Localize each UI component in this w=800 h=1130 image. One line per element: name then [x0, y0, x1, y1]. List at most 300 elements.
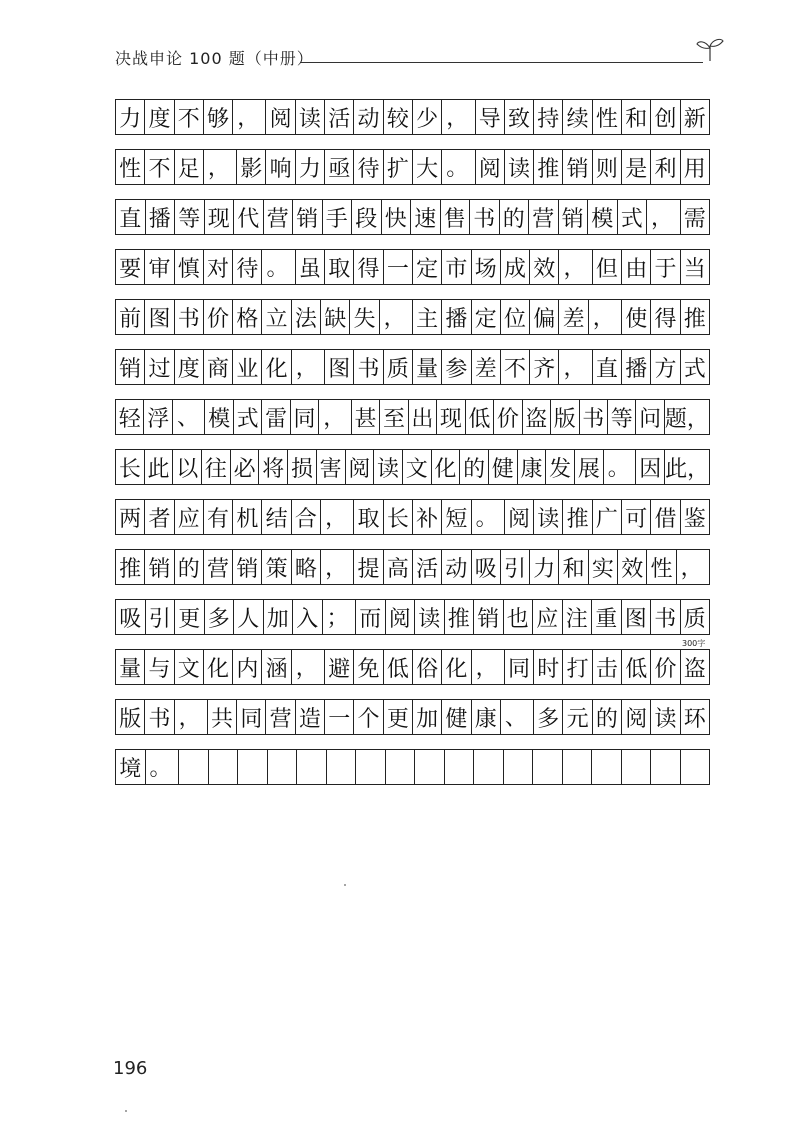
- grid-cell: 涵: [262, 650, 291, 684]
- grid-cell: 书: [145, 700, 174, 734]
- grid-cell: 读: [415, 600, 445, 634]
- grid-cell: [474, 750, 504, 784]
- grid-row: [115, 699, 710, 735]
- grid-cell: 价: [494, 400, 522, 434]
- grid-cell: 足: [175, 150, 204, 184]
- grid-row: [115, 199, 710, 235]
- grid-cell: 当: [683, 256, 706, 282]
- grid-cell: 等: [608, 400, 636, 434]
- grid-cell: 取: [325, 250, 354, 284]
- grid-cell: [592, 750, 622, 784]
- grid-cell: 够: [204, 100, 233, 134]
- grid-cell: 。: [604, 450, 637, 484]
- grid-cell: 广: [593, 500, 622, 534]
- grid-cell: 出: [409, 400, 437, 434]
- grid-cell: 化: [432, 450, 461, 484]
- grid-cell: 读: [296, 100, 325, 134]
- grid-cell: 质: [384, 350, 413, 384]
- grid-cell: 化: [262, 350, 291, 384]
- running-header: [115, 48, 725, 72]
- grid-cell: ，: [233, 100, 266, 134]
- grid-cell: 读: [505, 150, 534, 184]
- grid-cell: 引: [146, 600, 176, 634]
- grid-cell: 。: [472, 500, 505, 534]
- grid-cell: 更: [384, 700, 413, 734]
- grid-cell: 免: [354, 650, 383, 684]
- grid-cell: 注: [563, 600, 593, 634]
- grid-cell: 由: [622, 250, 651, 284]
- sprout-icon: [695, 36, 725, 62]
- grid-cell: 齐: [530, 350, 559, 384]
- grid-cell: 者: [145, 500, 174, 534]
- grid-cell: 康: [472, 700, 501, 734]
- grid-cell: 较: [384, 100, 413, 134]
- grid-cell: 创: [651, 100, 680, 134]
- grid-cell: 文: [175, 650, 204, 684]
- grid-cell: 机: [233, 500, 262, 534]
- grid-cell: 加: [413, 700, 442, 734]
- grid-cell: 偏: [530, 300, 559, 334]
- grid-cell: ，: [680, 556, 703, 581]
- grid-cell: 效: [530, 250, 559, 284]
- grid-cell: 加: [264, 600, 294, 634]
- grid-cell: 提: [354, 550, 383, 584]
- grid-cell: ，: [589, 300, 622, 334]
- grid-cell: 代: [234, 200, 264, 234]
- grid-cell: 立: [262, 300, 291, 334]
- grid-cell: 将: [259, 450, 288, 484]
- grid-cell: 重: [592, 600, 622, 634]
- grid-cell: 营: [264, 200, 294, 234]
- grid-cell: 活: [325, 100, 354, 134]
- grid-cell: 力: [530, 550, 559, 584]
- grid-cell: 性: [593, 100, 622, 134]
- grid-cell: 扩: [384, 150, 413, 184]
- grid-cell: 手: [323, 200, 353, 234]
- book-title: 决战申论 100 题（中册）: [115, 49, 314, 68]
- grid-cell: 阅: [266, 100, 295, 134]
- grid-cell: 同: [291, 400, 319, 434]
- grid-cell: 图: [325, 350, 354, 384]
- grid-cell: 法: [292, 300, 321, 334]
- grid-cell: 。: [146, 750, 180, 784]
- grid-cell: 售: [441, 200, 471, 234]
- grid-cell: 则: [593, 150, 622, 184]
- grid-cell: 合: [292, 500, 321, 534]
- grid-row: [115, 599, 710, 635]
- grid-cell: 但: [593, 250, 622, 284]
- grid-cell: 多: [534, 700, 563, 734]
- grid-cell: 阅: [505, 500, 534, 534]
- grid-cell: 健: [489, 450, 518, 484]
- grid-cell: [386, 750, 416, 784]
- grid-cell: 定: [472, 300, 501, 334]
- grid-cell: [297, 750, 327, 784]
- grid-cell: 参: [442, 350, 471, 384]
- grid-cell: 低: [384, 650, 413, 684]
- grid-cell: 。: [262, 250, 295, 284]
- grid-cell: 不: [145, 150, 174, 184]
- grid-cell: 推: [534, 150, 563, 184]
- grid-cell: 书: [580, 400, 608, 434]
- grid-cell: [622, 750, 652, 784]
- grid-row: [115, 549, 710, 585]
- grid-cell: 响: [266, 150, 295, 184]
- grid-cell: 销: [563, 150, 592, 184]
- grid-cell: [504, 750, 534, 784]
- grid-cell: ，: [559, 350, 592, 384]
- grid-cell: 低: [466, 400, 494, 434]
- grid-cell: 利: [651, 150, 680, 184]
- grid-cell: 不: [501, 350, 530, 384]
- grid-cell: 的: [593, 700, 622, 734]
- grid-cell: 是: [622, 150, 651, 184]
- grid-cell: 书: [354, 350, 383, 384]
- header-rule: [300, 62, 703, 63]
- grid-cell: 取: [354, 500, 383, 534]
- grid-cell: 鉴: [683, 506, 706, 532]
- grid-cell: 略: [292, 550, 321, 584]
- grid-cell: ，: [204, 150, 237, 184]
- grid-cell: ；: [323, 600, 357, 634]
- grid-cell: [327, 750, 357, 784]
- grid-cell: 方: [651, 350, 680, 384]
- grid-cell: 文: [403, 450, 432, 484]
- grid-cell: 力: [296, 150, 325, 184]
- grid-cell: [268, 750, 298, 784]
- grid-cell: 销: [145, 550, 174, 584]
- grid-cell: 俗: [413, 650, 442, 684]
- grid-cell: 质: [683, 606, 706, 632]
- grid-cell: 书: [175, 300, 204, 334]
- grid-row: [115, 349, 710, 385]
- grid-cell: 康: [518, 450, 547, 484]
- grid-cell: 化: [204, 650, 233, 684]
- grid-cell: ，: [319, 400, 351, 434]
- grid-cell: 甚: [352, 400, 380, 434]
- grid-cell: 审: [145, 250, 174, 284]
- grid-cell: 销: [559, 200, 589, 234]
- grid-cell: 轻: [116, 400, 144, 434]
- grid-cell: 的: [500, 200, 530, 234]
- grid-cell: 差: [559, 300, 588, 334]
- grid-cell: 高: [384, 550, 413, 584]
- grid-cell: 同: [237, 700, 266, 734]
- grid-cell: 因: [636, 450, 665, 484]
- grid-cell: 成: [501, 250, 530, 284]
- grid-cell: [533, 750, 563, 784]
- grid-cell: 播: [622, 350, 651, 384]
- grid-cell: 定: [413, 250, 442, 284]
- grid-cell: 量: [116, 650, 145, 684]
- grid-cell: 阅: [476, 150, 505, 184]
- grid-cell: 阅: [622, 700, 651, 734]
- grid-cell: 推: [116, 550, 145, 584]
- grid-cell: 可: [622, 500, 651, 534]
- grid-cell: 致: [505, 100, 534, 134]
- grid-cell: [238, 750, 268, 784]
- grid-cell: 新: [683, 106, 706, 132]
- grid-cell: ，: [647, 200, 681, 234]
- grid-cell: 度: [145, 100, 174, 134]
- grid-cell: 场: [472, 250, 501, 284]
- grid-cell: 一: [325, 700, 354, 734]
- grid-cell: 损: [288, 450, 317, 484]
- grid-cell: 应: [175, 500, 204, 534]
- grid-cell: 导: [476, 100, 505, 134]
- grid-row: [115, 299, 710, 335]
- grid-cell: 不: [175, 100, 204, 134]
- grid-cell: 续: [563, 100, 592, 134]
- grid-cell: 力: [116, 100, 145, 134]
- grid-cell: 内: [233, 650, 262, 684]
- grid-row: [115, 749, 710, 785]
- grid-cell: 以: [173, 450, 202, 484]
- grid-cell: 得: [354, 250, 383, 284]
- grid-cell: 入: [293, 600, 323, 634]
- grid-cell: 个: [354, 700, 383, 734]
- grid-cell: 的: [175, 550, 204, 584]
- grid-cell: 营: [266, 700, 295, 734]
- grid-cell: 现: [437, 400, 465, 434]
- grid-cell: 性: [116, 150, 145, 184]
- grid-cell: 失: [350, 300, 379, 334]
- grid-cell: 用: [683, 156, 706, 182]
- grid-cell: 书: [651, 600, 681, 634]
- grid-row: [115, 249, 710, 285]
- grid-cell: ，: [472, 650, 505, 684]
- grid-cell: ，: [559, 250, 592, 284]
- grid-cell: 与: [145, 650, 174, 684]
- grid-cell: 盗: [523, 400, 551, 434]
- grid-row: [115, 649, 710, 685]
- grid-cell: 而: [356, 600, 386, 634]
- grid-cell: [651, 750, 681, 784]
- grid-cell: 度: [175, 350, 204, 384]
- grid-cell: 吸: [116, 600, 146, 634]
- grid-cell: ，: [292, 650, 325, 684]
- grid-cell: 借: [651, 500, 680, 534]
- grid-row: [115, 149, 710, 185]
- grid-cell: 长: [384, 500, 413, 534]
- grid-cell: 效: [618, 550, 647, 584]
- grid-cell: 发: [546, 450, 575, 484]
- grid-cell: ，: [175, 700, 208, 734]
- grid-cell: 多: [205, 600, 235, 634]
- grid-cell: 长: [116, 450, 145, 484]
- grid-cell: 实: [589, 550, 618, 584]
- grid-cell: 播: [442, 300, 471, 334]
- grid-cell: ，: [442, 100, 475, 134]
- grid-cell: 吸: [472, 550, 501, 584]
- grid-cell: 要: [116, 250, 145, 284]
- grid-cell: 业: [233, 350, 262, 384]
- grid-cell: 待: [354, 150, 383, 184]
- grid-cell: 同: [505, 650, 534, 684]
- scan-speck: [344, 884, 346, 886]
- grid-cell: 打: [563, 650, 592, 684]
- grid-cell: 题，: [664, 406, 709, 432]
- grid-cell: 化: [442, 650, 471, 684]
- word-count-mark: 300字: [682, 639, 706, 648]
- grid-cell: 版: [551, 400, 579, 434]
- grid-cell: 读: [534, 500, 563, 534]
- grid-cell: 少: [413, 100, 442, 134]
- grid-cell: 差: [472, 350, 501, 384]
- grid-cell: 动: [442, 550, 471, 584]
- grid-cell: 境: [116, 750, 146, 784]
- grid-cell: 此: [145, 450, 174, 484]
- grid-cell: 直: [593, 350, 622, 384]
- grid-cell: 段: [352, 200, 382, 234]
- grid-cell: 避: [325, 650, 354, 684]
- grid-cell: 人: [234, 600, 264, 634]
- page-number: 196: [113, 1058, 148, 1079]
- grid-cell: 需: [683, 206, 706, 232]
- grid-cell: 。: [442, 150, 475, 184]
- grid-cell: 短: [442, 500, 471, 534]
- grid-cell: 元: [563, 700, 592, 734]
- grid-cell: 价: [651, 650, 680, 684]
- grid-cell: 模: [588, 200, 618, 234]
- grid-cell: 于: [651, 250, 680, 284]
- grid-cell: 销: [293, 200, 323, 234]
- grid-cell: ，: [292, 350, 325, 384]
- grid-cell: 图: [622, 600, 652, 634]
- grid-row: [115, 99, 710, 135]
- grid-cell: 销: [116, 350, 145, 384]
- grid-cell: 至: [380, 400, 408, 434]
- grid-cell: 市: [442, 250, 471, 284]
- grid-cell: 和: [559, 550, 588, 584]
- grid-cell: 结: [262, 500, 291, 534]
- grid-cell: 位: [501, 300, 530, 334]
- grid-cell: 低: [622, 650, 651, 684]
- grid-cell: 大: [413, 150, 442, 184]
- grid-cell: 推: [445, 600, 475, 634]
- grid-cell: 价: [204, 300, 233, 334]
- grid-cell: 此，: [665, 456, 710, 482]
- grid-cell: 浮: [144, 400, 172, 434]
- grid-cell: 慎: [175, 250, 204, 284]
- grid-cell: 式: [234, 400, 262, 434]
- grid-cell: 亟: [325, 150, 354, 184]
- grid-cell: 阅: [346, 450, 375, 484]
- grid-cell: 速: [411, 200, 441, 234]
- grid-cell: 主: [413, 300, 442, 334]
- grid-cell: 盗: [683, 656, 706, 682]
- grid-cell: ，: [321, 500, 354, 534]
- grid-cell: 播: [146, 200, 176, 234]
- grid-cell: 应: [533, 600, 563, 634]
- grid-cell: 动: [354, 100, 383, 134]
- grid-row: [115, 499, 710, 535]
- grid-cell: 等: [175, 200, 205, 234]
- grid-cell: 读: [374, 450, 403, 484]
- grid-cell: 更: [175, 600, 205, 634]
- grid-cell: 缺: [321, 300, 350, 334]
- grid-cell: 时: [534, 650, 563, 684]
- grid-cell: 补: [413, 500, 442, 534]
- grid-cell: [681, 750, 710, 784]
- grid-cell: 推: [683, 306, 706, 332]
- grid-cell: 健: [442, 700, 471, 734]
- grid-cell: 造: [296, 700, 325, 734]
- grid-cell: 使: [622, 300, 651, 334]
- grid-cell: 营: [204, 550, 233, 584]
- grid-cell: 、: [173, 400, 205, 434]
- grid-cell: 的: [460, 450, 489, 484]
- grid-cell: 、: [501, 700, 534, 734]
- grid-cell: 现: [205, 200, 235, 234]
- grid-cell: 阅: [386, 600, 416, 634]
- grid-cell: 持: [534, 100, 563, 134]
- grid-cell: 销: [233, 550, 262, 584]
- grid-cell: 销: [474, 600, 504, 634]
- grid-cell: 有: [204, 500, 233, 534]
- grid-cell: 式: [683, 356, 706, 382]
- grid-cell: 必: [231, 450, 260, 484]
- grid-cell: 问: [636, 400, 664, 434]
- grid-row: [115, 449, 710, 485]
- grid-cell: 书: [470, 200, 500, 234]
- grid-cell: 读: [651, 700, 680, 734]
- grid-cell: [356, 750, 386, 784]
- grid-cell: 环: [683, 706, 706, 732]
- grid-cell: 待: [233, 250, 262, 284]
- grid-cell: 活: [413, 550, 442, 584]
- grid-cell: [445, 750, 475, 784]
- grid-cell: [415, 750, 445, 784]
- grid-cell: 害: [317, 450, 346, 484]
- grid-cell: 共: [208, 700, 237, 734]
- grid-cell: 直: [116, 200, 146, 234]
- grid-cell: 雷: [262, 400, 290, 434]
- grid-cell: 式: [618, 200, 648, 234]
- grid-cell: 虽: [296, 250, 325, 284]
- grid-cell: ，: [321, 550, 354, 584]
- grid-cell: 往: [202, 450, 231, 484]
- grid-cell: [563, 750, 593, 784]
- grid-cell: 引: [501, 550, 530, 584]
- grid-cell: ，: [380, 300, 413, 334]
- grid-cell: 格: [233, 300, 262, 334]
- scan-speck: [125, 1110, 127, 1112]
- grid-cell: 展: [575, 450, 604, 484]
- grid-cell: 量: [413, 350, 442, 384]
- grid-cell: 版: [116, 700, 145, 734]
- grid-cell: 对: [204, 250, 233, 284]
- grid-cell: 图: [145, 300, 174, 334]
- grid-cell: 过: [145, 350, 174, 384]
- grid-row: [115, 399, 710, 435]
- grid-cell: [179, 750, 209, 784]
- grid-cell: 营: [529, 200, 559, 234]
- grid-cell: [209, 750, 239, 784]
- grid-cell: 性: [647, 550, 676, 584]
- grid-cell: 快: [382, 200, 412, 234]
- grid-cell: 得: [651, 300, 680, 334]
- grid-cell: 模: [205, 400, 233, 434]
- grid-cell: 影: [237, 150, 266, 184]
- grid-cell: 也: [504, 600, 534, 634]
- grid-cell: 策: [262, 550, 291, 584]
- grid-cell: 推: [563, 500, 592, 534]
- grid-cell: 击: [593, 650, 622, 684]
- grid-cell: 一: [384, 250, 413, 284]
- grid-cell: 前: [116, 300, 145, 334]
- grid-cell: 和: [622, 100, 651, 134]
